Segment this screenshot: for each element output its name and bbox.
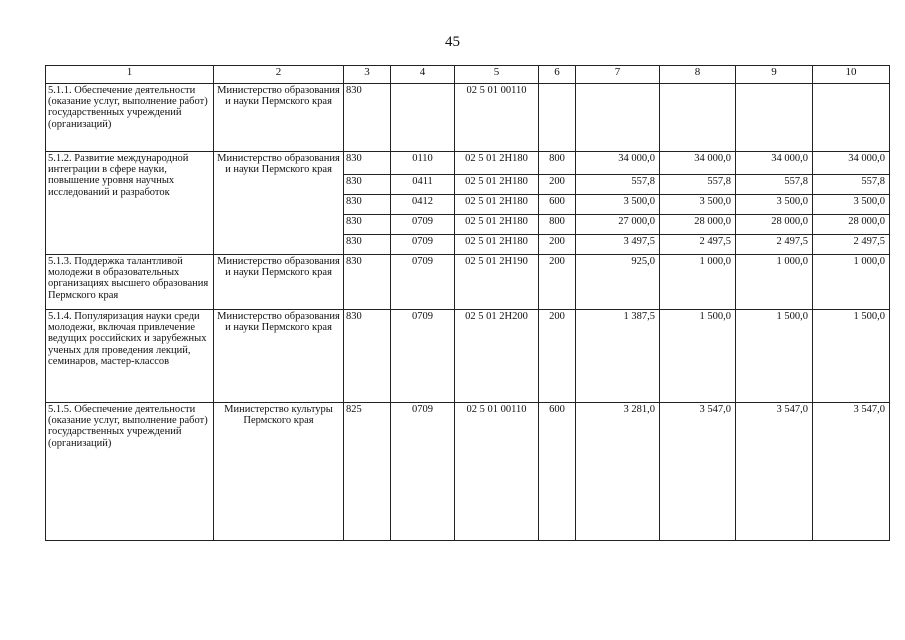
admin-code-cell: 825 [344, 403, 391, 541]
expense-type-cell: 200 [539, 175, 576, 195]
col-header: 3 [344, 66, 391, 84]
section-code-cell: 0709 [391, 403, 455, 541]
target-article-cell: 02 5 01 2Н180 [455, 215, 539, 235]
section-code-cell: 0709 [391, 255, 455, 310]
admin-code-cell: 830 [344, 195, 391, 215]
section-code-cell: 0110 [391, 152, 455, 175]
table-row [46, 152, 890, 175]
col-header: 6 [539, 66, 576, 84]
amount-col9-cell: 1 000,0 [736, 255, 813, 310]
amount-col7-cell: 3 497,5 [576, 235, 660, 255]
amount-col10-cell [813, 84, 890, 152]
measure-name-cell: 5.1.5. Обеспечение деятельности (оказание услуг, выполнение работ) государственных учреждений (организаций) [46, 403, 214, 541]
amount-col7-cell: 3 500,0 [576, 195, 660, 215]
amount-col10-cell: 3 500,0 [813, 195, 890, 215]
admin-code-cell: 830 [344, 255, 391, 310]
amount-col7-cell: 1 387,5 [576, 310, 660, 403]
amount-col8-cell [660, 84, 736, 152]
expense-type-cell: 800 [539, 152, 576, 175]
target-article-cell: 02 5 01 2Н190 [455, 255, 539, 310]
amount-col8-cell: 1 500,0 [660, 310, 736, 403]
responsible-org-cell: Министерство образования и науки Пермского края [214, 84, 344, 152]
col-header: 9 [736, 66, 813, 84]
amount-col10-cell: 1 500,0 [813, 310, 890, 403]
table-row [46, 403, 890, 541]
budget-table [45, 65, 890, 541]
amount-col7-cell: 925,0 [576, 255, 660, 310]
table-row [46, 310, 890, 403]
col-header: 8 [660, 66, 736, 84]
amount-col7-cell: 557,8 [576, 175, 660, 195]
col-header: 2 [214, 66, 344, 84]
section-code-cell: 0709 [391, 235, 455, 255]
responsible-org-cell: Министерство образования и науки Пермского края [214, 255, 344, 310]
amount-col8-cell: 1 000,0 [660, 255, 736, 310]
responsible-org-cell: Министерство культуры Пермского края [214, 403, 344, 541]
amount-col7-cell: 27 000,0 [576, 215, 660, 235]
section-code-cell: 0709 [391, 310, 455, 403]
amount-col10-cell: 557,8 [813, 175, 890, 195]
admin-code-cell: 830 [344, 175, 391, 195]
amount-col8-cell: 3 500,0 [660, 195, 736, 215]
amount-col9-cell: 34 000,0 [736, 152, 813, 175]
measure-name-cell: 5.1.4. Популяризация науки среди молодежи, включая привлечение ведущих российских и зарубежных ученых для проведения лекций, семинаров, мастер-классов [46, 310, 214, 403]
measure-name-cell: 5.1.2. Развитие международной интеграции в сфере науки, повышение уровня научных исследований и разработок [46, 152, 214, 255]
section-code-cell: 0709 [391, 215, 455, 235]
expense-type-cell: 200 [539, 255, 576, 310]
header-row [46, 66, 890, 84]
amount-col7-cell [576, 84, 660, 152]
expense-type-cell: 800 [539, 215, 576, 235]
table-row [46, 255, 890, 310]
amount-col9-cell: 3 547,0 [736, 403, 813, 541]
amount-col9-cell: 2 497,5 [736, 235, 813, 255]
amount-col7-cell: 34 000,0 [576, 152, 660, 175]
amount-col8-cell: 34 000,0 [660, 152, 736, 175]
col-header: 1 [46, 66, 214, 84]
amount-col10-cell: 3 547,0 [813, 403, 890, 541]
responsible-org-cell: Министерство образования и науки Пермского края [214, 310, 344, 403]
section-code-cell: 0412 [391, 195, 455, 215]
table-row [46, 84, 890, 152]
amount-col10-cell: 1 000,0 [813, 255, 890, 310]
amount-col8-cell: 3 547,0 [660, 403, 736, 541]
responsible-org-cell: Министерство образования и науки Пермского края [214, 152, 344, 255]
expense-type-cell: 600 [539, 195, 576, 215]
target-article-cell: 02 5 01 00110 [455, 84, 539, 152]
target-article-cell: 02 5 01 00110 [455, 403, 539, 541]
expense-type-cell: 200 [539, 235, 576, 255]
col-header: 5 [455, 66, 539, 84]
target-article-cell: 02 5 01 2Н180 [455, 195, 539, 215]
col-header: 10 [813, 66, 890, 84]
admin-code-cell: 830 [344, 235, 391, 255]
admin-code-cell: 830 [344, 84, 391, 152]
admin-code-cell: 830 [344, 152, 391, 175]
amount-col7-cell: 3 281,0 [576, 403, 660, 541]
target-article-cell: 02 5 01 2Н180 [455, 152, 539, 175]
amount-col8-cell: 2 497,5 [660, 235, 736, 255]
expense-type-cell [539, 84, 576, 152]
section-code-cell: 0411 [391, 175, 455, 195]
amount-col8-cell: 557,8 [660, 175, 736, 195]
amount-col10-cell: 2 497,5 [813, 235, 890, 255]
page-number: 45 [445, 34, 460, 50]
amount-col9-cell [736, 84, 813, 152]
target-article-cell: 02 5 01 2Н180 [455, 175, 539, 195]
amount-col10-cell: 34 000,0 [813, 152, 890, 175]
admin-code-cell: 830 [344, 215, 391, 235]
amount-col9-cell: 28 000,0 [736, 215, 813, 235]
expense-type-cell: 600 [539, 403, 576, 541]
amount-col8-cell: 28 000,0 [660, 215, 736, 235]
amount-col9-cell: 1 500,0 [736, 310, 813, 403]
measure-name-cell: 5.1.1. Обеспечение деятельности (оказание услуг, выполнение работ) государственных учреждений (организаций) [46, 84, 214, 152]
amount-col9-cell: 557,8 [736, 175, 813, 195]
amount-col10-cell: 28 000,0 [813, 215, 890, 235]
expense-type-cell: 200 [539, 310, 576, 403]
admin-code-cell: 830 [344, 310, 391, 403]
col-header: 4 [391, 66, 455, 84]
section-code-cell [391, 84, 455, 152]
measure-name-cell: 5.1.3. Поддержка талантливой молодежи в образовательных организациях высшего образования Пермского края [46, 255, 214, 310]
col-header: 7 [576, 66, 660, 84]
target-article-cell: 02 5 01 2Н200 [455, 310, 539, 403]
amount-col9-cell: 3 500,0 [736, 195, 813, 215]
target-article-cell: 02 5 01 2Н180 [455, 235, 539, 255]
